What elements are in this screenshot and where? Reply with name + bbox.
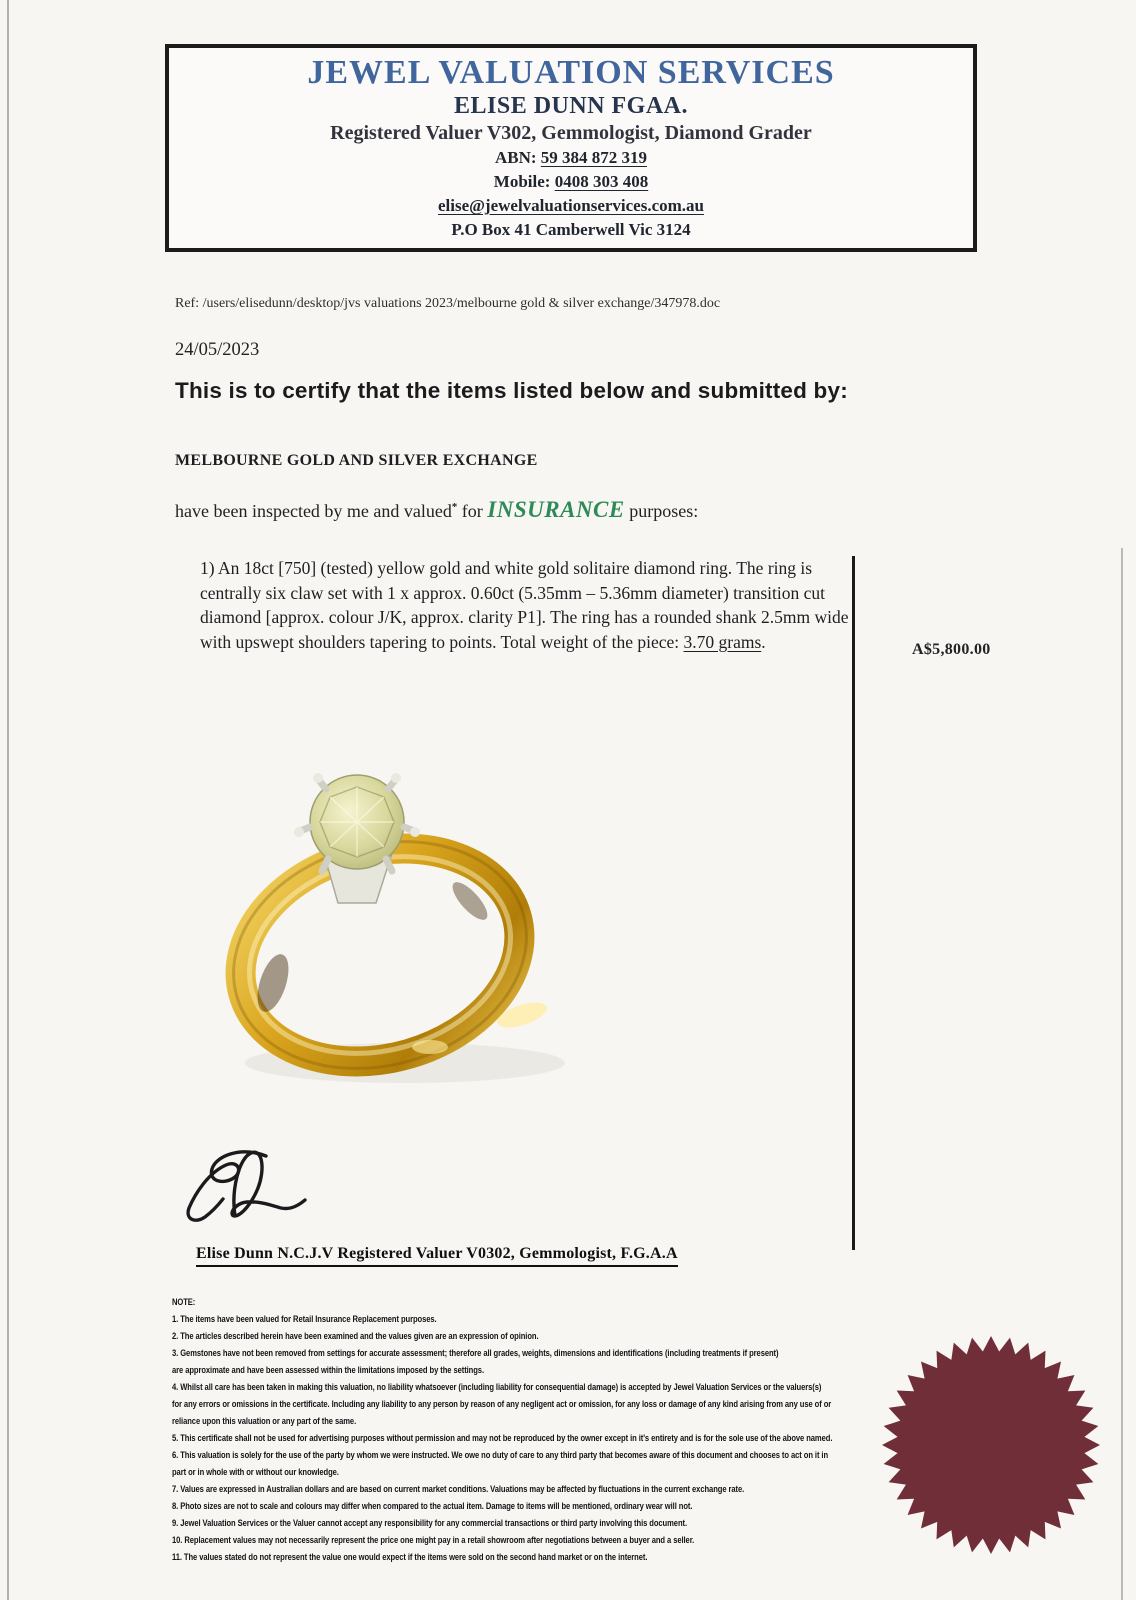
inspected-suffix: purposes:: [624, 501, 699, 521]
note-line: 11. The values stated do not represent the value one would expect if the items were sold on the second hand market or on the internet.: [172, 1552, 648, 1563]
note-line: 1. The items have been valued for Retail Insurance Replacement purposes.: [172, 1314, 437, 1325]
abn-line: [495, 147, 647, 169]
item-description: [200, 556, 855, 654]
client-name: MELBOURNE GOLD AND SILVER EXCHANGE: [175, 452, 538, 469]
inspected-prefix: have been inspected by me and valued: [175, 501, 452, 521]
note-line: for any errors or omissions in the certificate. Including any liability to any person by reason of any negligent act or omission, for any loss or damage of any kind arising from any use of or: [172, 1399, 832, 1410]
item-description-text: 1) An 18ct [750] (tested) yellow gold and white gold solitaire diamond ring. The ring is centrally six claw set with 1 x approx. 0.60ct (5.35mm – 5.36mm diameter) transition cut diamond [approx. colour J/K, approx. clarity P1]. The ring has a rounded shank 2.5mm wide with upswept shoulders tapering to points. Total weight of the piece:: [200, 558, 849, 652]
inspected-mid: for: [457, 501, 488, 521]
email-address: elise@jewelvaluationservices.com.au: [437, 195, 705, 215]
note-line: 8. Photo sizes are not to scale and colours may differ when compared to the actual item. Damage to items will be mentioned, ordinary wear will not.: [172, 1501, 693, 1512]
file-reference: Ref: /users/elisedunn/desktop/jvs valuations 2023/melbourne gold & silver exchange/347978.doc: [175, 296, 721, 311]
item-description-end: .: [761, 631, 766, 652]
mobile-line: [494, 171, 648, 193]
note-line: 4. Whilst all care has been taken in making this valuation, no liability whatsoever (including liability for consequential damage) is accepted by Jewel Valuation Services or the valuers(s): [172, 1382, 822, 1393]
valuer-signature: [178, 1144, 328, 1244]
purpose-word: INSURANCE: [487, 497, 625, 522]
note-line: 5. This certificate shall not be used for advertising purposes without permission and may not be reproduced by the owner except in it's entirety and is for the sole use of the above named.: [172, 1433, 833, 1444]
valuer-name: ELISE DUNN FGAA.: [453, 92, 689, 119]
note-line: reliance upon this valuation or any part of the same.: [172, 1416, 357, 1427]
price-divider-line: [852, 556, 855, 1250]
notes-heading: NOTE:: [172, 1297, 196, 1308]
mobile-label: Mobile:: [493, 171, 555, 191]
valuation-date: 24/05/2023: [175, 340, 260, 360]
certify-heading: This is to certify that the items listed below and submitted by:: [175, 378, 848, 403]
ring-photo: [170, 715, 670, 1105]
letterhead-box: [165, 44, 977, 252]
note-line: 2. The articles described herein have been examined and the values given are an expression of opinion.: [172, 1331, 539, 1342]
asterisk-footnote: *: [451, 501, 458, 513]
note-line: 7. Values are expressed in Australian dollars and are based on current market conditions. Valuations may be affected by fluctuations in the current exchange rate.: [172, 1484, 745, 1495]
company-title: JEWEL VALUATION SERVICES: [307, 53, 835, 91]
valuer-credentials: Registered Valuer V302, Gemmologist, Diamond Grader: [330, 121, 812, 144]
inspected-statement: [175, 497, 698, 523]
mobile-number: 0408 303 408: [554, 171, 649, 191]
scan-edge-right: [1121, 548, 1123, 1600]
abn-number: 59 384 872 319: [540, 147, 648, 167]
note-line: are approximate and have been assessed within the limitations imposed by the settings.: [172, 1365, 484, 1376]
signature-name-line: Elise Dunn N.C.J.V Registered Valuer V0302, Gemmologist, F.G.A.A: [196, 1245, 678, 1267]
scan-edge-left: [7, 0, 9, 1600]
note-line: 10. Replacement values may not necessarily represent the price one might pay in a retail showroom after negotiations between a buyer and a seller.: [172, 1535, 695, 1546]
note-line: 3. Gemstones have not been removed from settings for accurate assessment; therefore all grades, weights, dimensions and identifications (including treatments if present): [172, 1348, 779, 1359]
postal-address: P.O Box 41 Camberwell Vic 3124: [451, 219, 691, 239]
note-line: 9. Jewel Valuation Services or the Valuer cannot accept any responsibility for any commercial transactions or third party involving this document.: [172, 1518, 687, 1529]
abn-label: ABN:: [494, 147, 541, 167]
note-line: part or in whole with or without our knowledge.: [172, 1467, 339, 1478]
note-line: 6. This valuation is solely for the use of the party by whom we were instructed. We owe no duty of care to any third party that becomes aware of this document and chooses to act on it in: [172, 1450, 829, 1461]
seal-starburst: [882, 1336, 1100, 1554]
item-weight: 3.70 grams: [683, 631, 762, 652]
notes-section: [172, 1294, 872, 1566]
notary-seal: [880, 1334, 1102, 1556]
item-value: A$5,800.00: [912, 641, 991, 658]
